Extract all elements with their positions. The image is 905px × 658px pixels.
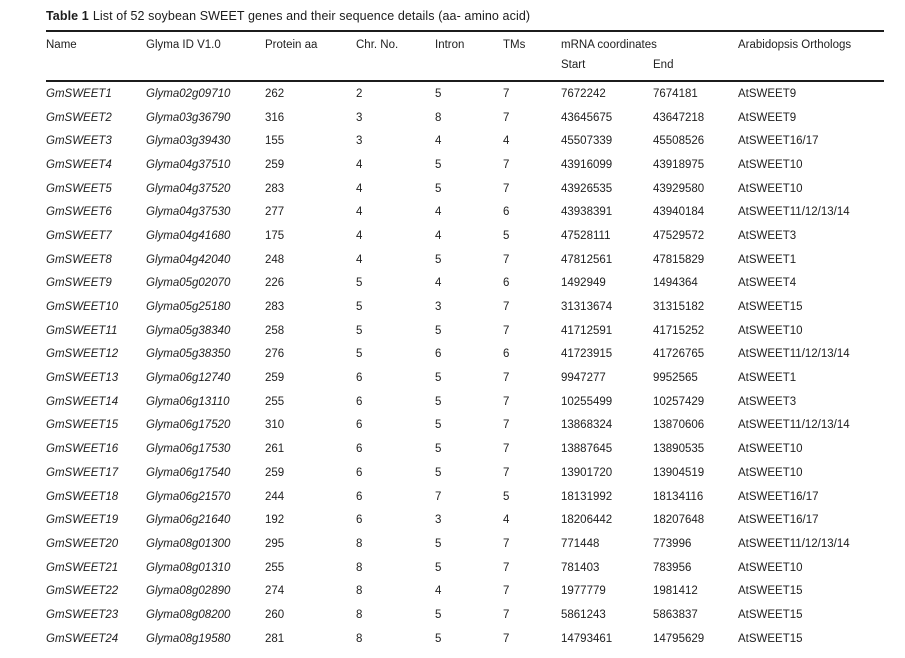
mrna-end-cell: 43929580 (653, 182, 705, 195)
tms-cell: 7 (503, 372, 510, 385)
mrna-start-cell: 18131992 (561, 490, 613, 503)
table-row (46, 414, 884, 438)
col-header-end: End (653, 59, 674, 71)
mrna-start-cell: 13868324 (561, 419, 613, 432)
table-row (46, 603, 884, 627)
tms-cell: 7 (503, 466, 510, 479)
mrna-end-cell: 1494364 (653, 277, 698, 290)
glyma-id-cell: Glyma08g19580 (146, 632, 231, 645)
gene-name-cell: GmSWEET17 (46, 466, 119, 479)
arabidopsis-ortholog-cell: AtSWEET1 (738, 372, 797, 385)
intron-cell: 5 (435, 324, 442, 337)
mrna-start-cell: 9947277 (561, 372, 606, 385)
table-row (46, 224, 884, 248)
mrna-start-cell: 18206442 (561, 514, 613, 527)
gene-name-cell: GmSWEET23 (46, 608, 119, 621)
chr-no-cell: 5 (356, 301, 363, 314)
gene-name-cell: GmSWEET4 (46, 158, 112, 171)
table-row (46, 319, 884, 343)
mrna-end-cell: 18134116 (653, 490, 704, 503)
protein-aa-cell: 283 (265, 182, 285, 195)
mrna-start-cell: 41712591 (561, 324, 613, 337)
intron-cell: 5 (435, 419, 442, 432)
chr-no-cell: 4 (356, 158, 363, 171)
col-header-tms: TMs (503, 31, 561, 81)
mrna-start-cell: 43938391 (561, 206, 613, 219)
mrna-end-cell: 9952565 (653, 372, 698, 385)
chr-no-cell: 4 (356, 182, 363, 195)
arabidopsis-ortholog-cell: AtSWEET10 (738, 466, 803, 479)
col-header-start: Start (561, 59, 586, 71)
glyma-id-cell: Glyma04g42040 (146, 253, 231, 266)
glyma-id-cell: Glyma06g12740 (146, 372, 231, 385)
arabidopsis-ortholog-cell: AtSWEET16/17 (738, 135, 819, 148)
mrna-end-cell: 14795629 (653, 632, 705, 645)
tms-cell: 7 (503, 111, 510, 124)
gene-name-cell: GmSWEET7 (46, 229, 112, 242)
intron-cell: 5 (435, 561, 442, 574)
intron-cell: 5 (435, 443, 442, 456)
mrna-start-cell: 7672242 (561, 87, 606, 100)
table-row (46, 579, 884, 603)
gene-name-cell: GmSWEET8 (46, 253, 112, 266)
tms-cell: 4 (503, 514, 510, 527)
arabidopsis-ortholog-cell: AtSWEET10 (738, 182, 803, 195)
gene-name-cell: GmSWEET9 (46, 277, 112, 290)
arabidopsis-ortholog-cell: AtSWEET10 (738, 324, 803, 337)
col-header-intron: Intron (435, 31, 503, 81)
chr-no-cell: 4 (356, 206, 363, 219)
mrna-start-cell: 771448 (561, 537, 600, 550)
mrna-start-cell: 10255499 (561, 395, 613, 408)
mrna-end-cell: 13870606 (653, 419, 705, 432)
mrna-end-cell: 773996 (653, 537, 692, 550)
protein-aa-cell: 262 (265, 87, 285, 100)
protein-aa-cell: 316 (265, 111, 285, 124)
arabidopsis-ortholog-cell: AtSWEET4 (738, 277, 797, 290)
table-row (46, 532, 884, 556)
tms-cell: 7 (503, 395, 510, 408)
col-header-glyma-id: Glyma ID V1.0 (146, 31, 265, 81)
arabidopsis-ortholog-cell: AtSWEET11/12/13/14 (738, 537, 850, 550)
table-caption: List of 52 soybean SWEET genes and their sequence details (aa- amino acid) (92, 9, 531, 23)
chr-no-cell: 6 (356, 466, 363, 479)
mrna-end-cell: 7674181 (653, 87, 698, 100)
table-row (46, 248, 884, 272)
col-header-chr-no: Chr. No. (356, 31, 435, 81)
mrna-start-cell: 45507339 (561, 135, 613, 148)
chr-no-cell: 8 (356, 561, 363, 574)
arabidopsis-ortholog-cell: AtSWEET9 (738, 111, 797, 124)
glyma-id-cell: Glyma04g37530 (146, 206, 231, 219)
arabidopsis-ortholog-cell: AtSWEET9 (738, 87, 797, 100)
tms-cell: 7 (503, 87, 510, 100)
intron-cell: 4 (435, 135, 442, 148)
glyma-id-cell: Glyma02g09710 (146, 87, 231, 100)
gene-name-cell: GmSWEET18 (46, 490, 119, 503)
gene-name-cell: GmSWEET12 (46, 348, 119, 361)
tms-cell: 7 (503, 253, 510, 266)
glyma-id-cell: Glyma05g25180 (146, 301, 231, 314)
protein-aa-cell: 258 (265, 324, 285, 337)
chr-no-cell: 8 (356, 632, 363, 645)
tms-cell: 5 (503, 490, 510, 503)
glyma-id-cell: Glyma05g38340 (146, 324, 231, 337)
gene-name-cell: GmSWEET24 (46, 632, 119, 645)
intron-cell: 6 (435, 348, 442, 361)
protein-aa-cell: 255 (265, 395, 285, 408)
arabidopsis-ortholog-cell: AtSWEET10 (738, 443, 803, 456)
tms-cell: 7 (503, 324, 510, 337)
chr-no-cell: 3 (356, 135, 363, 148)
chr-no-cell: 6 (356, 419, 363, 432)
chr-no-cell: 4 (356, 253, 363, 266)
arabidopsis-ortholog-cell: AtSWEET15 (738, 608, 803, 621)
glyma-id-cell: Glyma04g37510 (146, 158, 231, 171)
tms-cell: 7 (503, 419, 510, 432)
mrna-end-cell: 10257429 (653, 395, 705, 408)
gene-name-cell: GmSWEET13 (46, 372, 119, 385)
mrna-start-cell: 13901720 (561, 466, 613, 479)
protein-aa-cell: 226 (265, 277, 285, 290)
table-row (46, 129, 884, 153)
mrna-end-cell: 18207648 (653, 514, 705, 527)
arabidopsis-ortholog-cell: AtSWEET16/17 (738, 490, 819, 503)
arabidopsis-ortholog-cell: AtSWEET16/17 (738, 514, 819, 527)
gene-name-cell: GmSWEET20 (46, 537, 119, 550)
table-row (46, 390, 884, 414)
intron-cell: 4 (435, 585, 442, 598)
protein-aa-cell: 283 (265, 301, 285, 314)
chr-no-cell: 8 (356, 608, 363, 621)
intron-cell: 4 (435, 277, 442, 290)
table-row (46, 81, 884, 106)
protein-aa-cell: 255 (265, 561, 285, 574)
chr-no-cell: 6 (356, 395, 363, 408)
mrna-start-cell: 31313674 (561, 301, 613, 314)
intron-cell: 5 (435, 158, 442, 171)
glyma-id-cell: Glyma08g08200 (146, 608, 231, 621)
table-row (46, 508, 884, 532)
gene-name-cell: GmSWEET14 (46, 395, 119, 408)
table-body (46, 81, 884, 651)
protein-aa-cell: 310 (265, 419, 285, 432)
gene-name-cell: GmSWEET3 (46, 135, 112, 148)
intron-cell: 5 (435, 537, 442, 550)
chr-no-cell: 4 (356, 229, 363, 242)
chr-no-cell: 8 (356, 585, 363, 598)
arabidopsis-ortholog-cell: AtSWEET3 (738, 229, 797, 242)
mrna-end-cell: 45508526 (653, 135, 705, 148)
gene-name-cell: GmSWEET15 (46, 419, 119, 432)
chr-no-cell: 5 (356, 348, 363, 361)
tms-cell: 7 (503, 561, 510, 574)
mrna-end-cell: 43940184 (653, 206, 705, 219)
chr-no-cell: 6 (356, 514, 363, 527)
intron-cell: 5 (435, 87, 442, 100)
arabidopsis-ortholog-cell: AtSWEET3 (738, 395, 797, 408)
mrna-end-cell: 47815829 (653, 253, 705, 266)
mrna-start-cell: 5861243 (561, 608, 606, 621)
gene-name-cell: GmSWEET1 (46, 87, 112, 100)
chr-no-cell: 6 (356, 443, 363, 456)
table-header (46, 31, 884, 81)
table-row (46, 366, 884, 390)
intron-cell: 5 (435, 182, 442, 195)
intron-cell: 5 (435, 632, 442, 645)
tms-cell: 7 (503, 585, 510, 598)
mrna-start-cell: 41723915 (561, 348, 613, 361)
protein-aa-cell: 281 (265, 632, 285, 645)
genes-table (46, 30, 884, 651)
chr-no-cell: 6 (356, 490, 363, 503)
intron-cell: 7 (435, 490, 442, 503)
table-row (46, 295, 884, 319)
arabidopsis-ortholog-cell: AtSWEET11/12/13/14 (738, 206, 850, 219)
tms-cell: 7 (503, 301, 510, 314)
arabidopsis-ortholog-cell: AtSWEET11/12/13/14 (738, 348, 850, 361)
col-header-name: Name (46, 31, 146, 81)
protein-aa-cell: 155 (265, 135, 285, 148)
protein-aa-cell: 175 (265, 229, 285, 242)
table-row (46, 437, 884, 461)
glyma-id-cell: Glyma08g02890 (146, 585, 231, 598)
intron-cell: 5 (435, 466, 442, 479)
gene-name-cell: GmSWEET16 (46, 443, 119, 456)
col-header-protein-aa: Protein aa (265, 31, 356, 81)
intron-cell: 4 (435, 229, 442, 242)
mrna-end-cell: 47529572 (653, 229, 705, 242)
chr-no-cell: 8 (356, 537, 363, 550)
glyma-id-cell: Glyma04g41680 (146, 229, 231, 242)
protein-aa-cell: 192 (265, 514, 285, 527)
glyma-id-cell: Glyma08g01300 (146, 537, 231, 550)
intron-cell: 5 (435, 608, 442, 621)
gene-name-cell: GmSWEET6 (46, 206, 112, 219)
table-row (46, 272, 884, 296)
tms-cell: 7 (503, 537, 510, 550)
protein-aa-cell: 248 (265, 253, 285, 266)
mrna-end-cell: 41726765 (653, 348, 705, 361)
mrna-start-cell: 47812561 (561, 253, 613, 266)
glyma-id-cell: Glyma05g38350 (146, 348, 231, 361)
glyma-id-cell: Glyma06g17520 (146, 419, 231, 432)
chr-no-cell: 5 (356, 324, 363, 337)
arabidopsis-ortholog-cell: AtSWEET15 (738, 632, 803, 645)
mrna-end-cell: 13904519 (653, 466, 705, 479)
table-number-label: Table 1 (46, 9, 89, 23)
header-row-main (46, 31, 884, 57)
mrna-start-cell: 43926535 (561, 182, 613, 195)
glyma-id-cell: Glyma04g37520 (146, 182, 231, 195)
col-header-arabidopsis-orthologs: Arabidopsis Orthologs (738, 31, 884, 81)
protein-aa-cell: 276 (265, 348, 285, 361)
chr-no-cell: 6 (356, 372, 363, 385)
protein-aa-cell: 274 (265, 585, 285, 598)
table-row (46, 106, 884, 130)
mrna-start-cell: 781403 (561, 561, 600, 574)
glyma-id-cell: Glyma03g36790 (146, 111, 231, 124)
intron-cell: 5 (435, 253, 442, 266)
gene-name-cell: GmSWEET10 (46, 301, 119, 314)
protein-aa-cell: 260 (265, 608, 285, 621)
chr-no-cell: 2 (356, 87, 363, 100)
mrna-start-cell: 43645675 (561, 111, 613, 124)
table-row (46, 485, 884, 509)
glyma-id-cell: Glyma06g13110 (146, 395, 230, 408)
arabidopsis-ortholog-cell: AtSWEET10 (738, 158, 803, 171)
mrna-start-cell: 47528111 (561, 229, 611, 242)
mrna-start-cell: 14793461 (561, 632, 613, 645)
mrna-end-cell: 1981412 (653, 585, 698, 598)
gene-name-cell: GmSWEET5 (46, 182, 112, 195)
mrna-end-cell: 43918975 (653, 158, 705, 171)
tms-cell: 7 (503, 443, 510, 456)
mrna-end-cell: 43647218 (653, 111, 705, 124)
protein-aa-cell: 259 (265, 466, 285, 479)
protein-aa-cell: 244 (265, 490, 285, 503)
table-row (46, 200, 884, 224)
glyma-id-cell: Glyma06g21570 (146, 490, 231, 503)
gene-name-cell: GmSWEET22 (46, 585, 119, 598)
tms-cell: 5 (503, 229, 510, 242)
glyma-id-cell: Glyma06g17530 (146, 443, 231, 456)
gene-name-cell: GmSWEET19 (46, 514, 119, 527)
mrna-end-cell: 13890535 (653, 443, 705, 456)
table-title (46, 9, 530, 23)
glyma-id-cell: Glyma05g02070 (146, 277, 231, 290)
table-row (46, 177, 884, 201)
glyma-id-cell: Glyma06g17540 (146, 466, 231, 479)
tms-cell: 7 (503, 632, 510, 645)
protein-aa-cell: 295 (265, 537, 285, 550)
arabidopsis-ortholog-cell: AtSWEET1 (738, 253, 797, 266)
mrna-start-cell: 43916099 (561, 158, 613, 171)
glyma-id-cell: Glyma06g21640 (146, 514, 231, 527)
gene-name-cell: GmSWEET2 (46, 111, 112, 124)
glyma-id-cell: Glyma08g01310 (146, 561, 231, 574)
mrna-end-cell: 41715252 (653, 324, 705, 337)
tms-cell: 6 (503, 206, 510, 219)
intron-cell: 3 (435, 514, 442, 527)
table-row (46, 556, 884, 580)
arabidopsis-ortholog-cell: AtSWEET10 (738, 561, 803, 574)
col-header-mrna-coordinates: mRNA coordinates (561, 31, 738, 57)
intron-cell: 5 (435, 372, 442, 385)
table-row (46, 461, 884, 485)
mrna-start-cell: 1492949 (561, 277, 606, 290)
tms-cell: 6 (503, 277, 510, 290)
table-row (46, 343, 884, 367)
tms-cell: 7 (503, 608, 510, 621)
intron-cell: 4 (435, 206, 442, 219)
mrna-start-cell: 13887645 (561, 443, 613, 456)
arabidopsis-ortholog-cell: AtSWEET15 (738, 585, 803, 598)
mrna-start-cell: 1977779 (561, 585, 606, 598)
arabidopsis-ortholog-cell: AtSWEET11/12/13/14 (738, 419, 850, 432)
tms-cell: 6 (503, 348, 510, 361)
protein-aa-cell: 259 (265, 372, 285, 385)
table-row (46, 627, 884, 651)
mrna-end-cell: 5863837 (653, 608, 698, 621)
arabidopsis-ortholog-cell: AtSWEET15 (738, 301, 803, 314)
intron-cell: 5 (435, 395, 442, 408)
mrna-end-cell: 783956 (653, 561, 692, 574)
tms-cell: 7 (503, 182, 510, 195)
protein-aa-cell: 259 (265, 158, 285, 171)
table-row (46, 153, 884, 177)
chr-no-cell: 5 (356, 277, 363, 290)
protein-aa-cell: 277 (265, 206, 285, 219)
mrna-end-cell: 31315182 (653, 301, 705, 314)
protein-aa-cell: 261 (265, 443, 285, 456)
intron-cell: 3 (435, 301, 442, 314)
gene-name-cell: GmSWEET11 (46, 324, 118, 337)
intron-cell: 8 (435, 111, 442, 124)
tms-cell: 7 (503, 158, 510, 171)
gene-name-cell: GmSWEET21 (46, 561, 119, 574)
chr-no-cell: 3 (356, 111, 363, 124)
glyma-id-cell: Glyma03g39430 (146, 135, 231, 148)
tms-cell: 4 (503, 135, 510, 148)
